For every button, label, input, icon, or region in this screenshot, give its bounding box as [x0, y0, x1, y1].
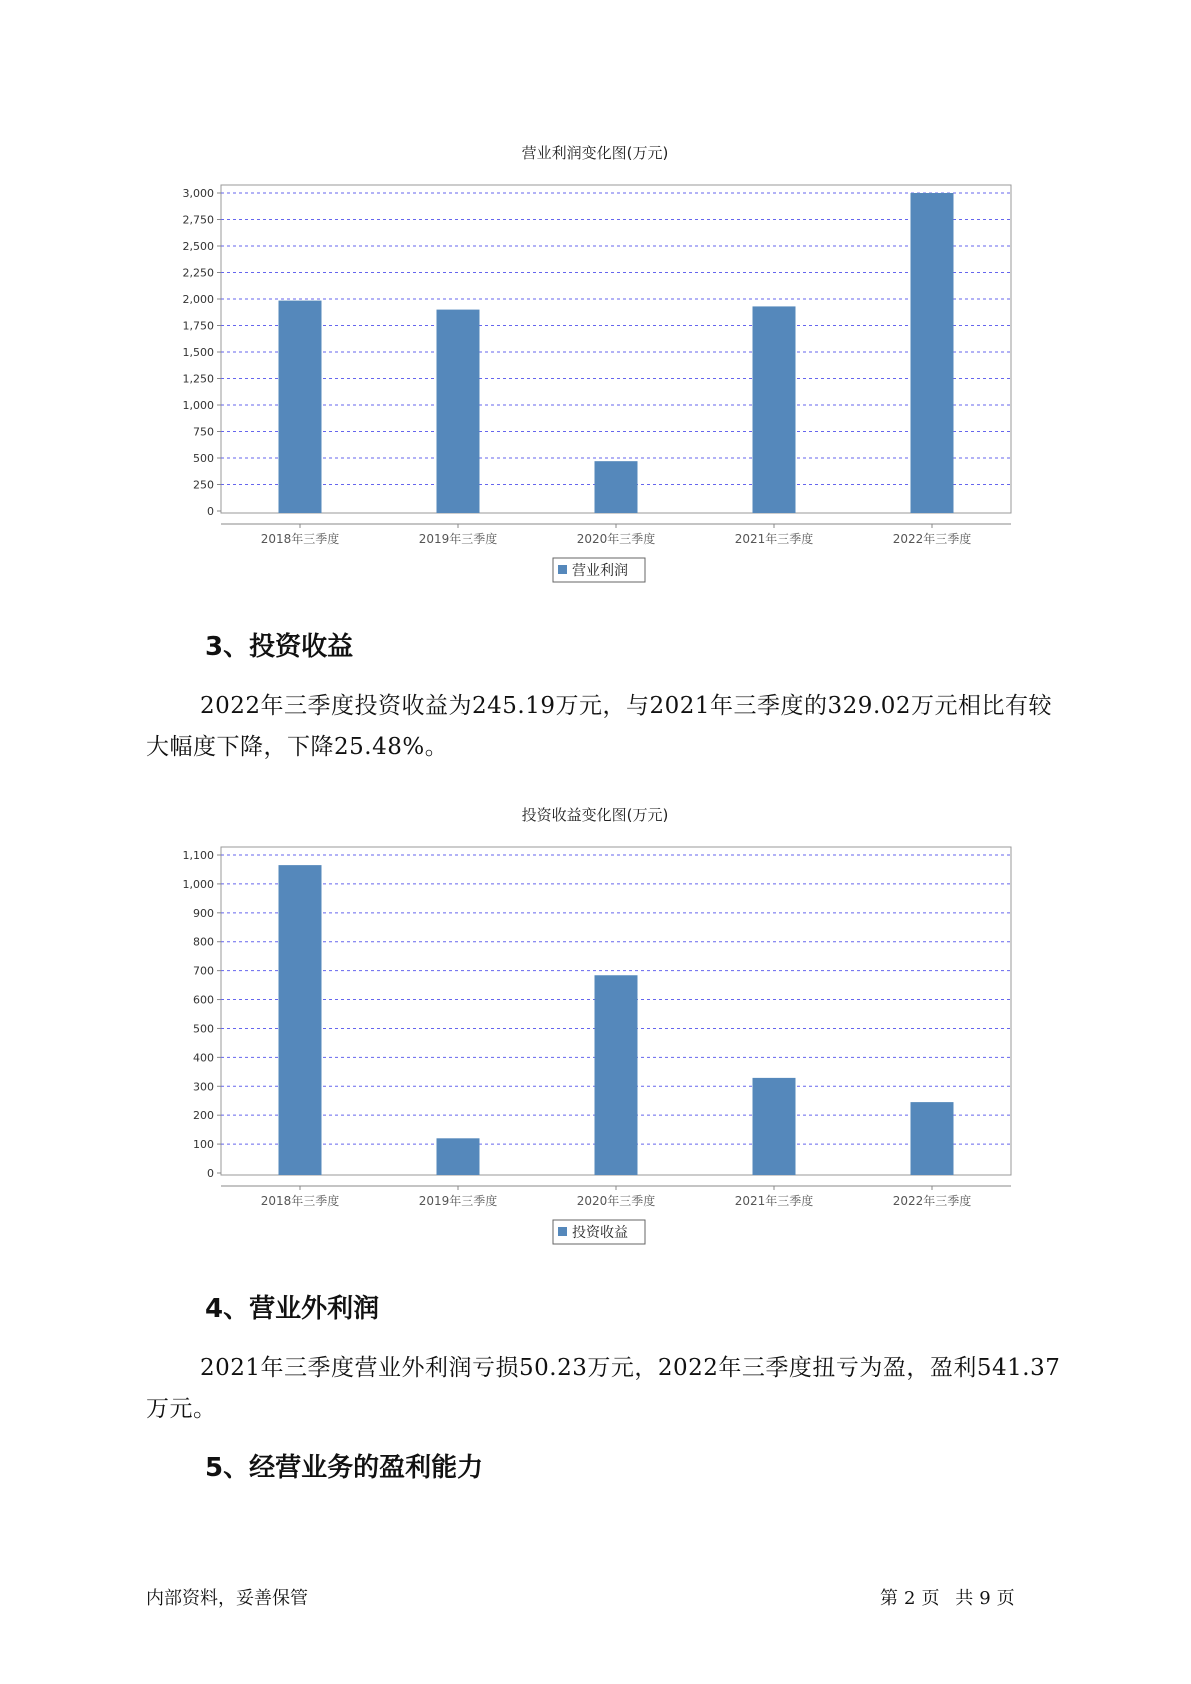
- y-tick-label: 400: [193, 1051, 214, 1065]
- y-tick-label: 600: [193, 993, 214, 1007]
- y-tick-label: 0: [207, 1167, 214, 1180]
- bar: [437, 1138, 480, 1175]
- x-tick-label: 2018年三季度: [260, 1194, 340, 1208]
- y-tick-label: 700: [193, 964, 214, 978]
- y-tick-label: 900: [193, 906, 214, 920]
- legend-swatch: [558, 565, 567, 574]
- bar: [595, 975, 638, 1175]
- y-tick-label: 500: [193, 452, 214, 465]
- footer-confidential-note: 内部资料，妥善保管: [146, 1588, 308, 1609]
- operating-profit-chart: [0, 140, 1191, 600]
- bar: [279, 301, 322, 513]
- section-4-heading: 4、营业外利润: [205, 1294, 380, 1324]
- investment-income-chart: [0, 802, 1191, 1262]
- x-tick-label: 2022年三季度: [892, 532, 972, 546]
- y-tick-label: 200: [193, 1109, 214, 1123]
- x-tick-label: 2018年三季度: [260, 532, 340, 546]
- legend-swatch: [558, 1227, 567, 1236]
- x-tick-label: 2019年三季度: [418, 1194, 498, 1208]
- footer-total-suffix: 页: [996, 1588, 1015, 1609]
- investment-income-chart-svg: [0, 802, 1191, 1262]
- footer-total-number: 9: [979, 1588, 991, 1609]
- bar: [911, 193, 954, 513]
- y-tick-label: 1,250: [182, 372, 214, 386]
- y-tick-label: 2,500: [182, 240, 214, 253]
- y-tick-label: 1,500: [182, 346, 214, 359]
- x-tick-label: 2021年三季度: [734, 532, 814, 546]
- section-3-heading: 3、投资收益: [205, 632, 354, 662]
- x-tick-label: 2021年三季度: [734, 1194, 814, 1208]
- y-tick-label: 750: [193, 425, 214, 439]
- y-tick-label: 1,100: [182, 849, 214, 862]
- section-3-paragraph: 2022年三季度投资收益为245.19万元，与2021年三季度的329.02万元相比有较大幅度下降，下降25.48%。: [146, 693, 1053, 760]
- y-tick-label: 2,000: [182, 293, 214, 306]
- y-tick-label: 3,000: [182, 187, 214, 200]
- footer-page-info: [880, 1584, 1021, 1610]
- legend-label: 营业利润: [572, 563, 628, 579]
- x-tick-label: 2020年三季度: [576, 532, 656, 546]
- operating-profit-chart-svg: [0, 140, 1191, 600]
- footer-page-prefix: 第: [880, 1588, 898, 1609]
- bar: [437, 310, 480, 513]
- y-tick-label: 1,000: [182, 877, 214, 891]
- y-tick-label: 250: [193, 478, 214, 492]
- section-4-paragraph: 2021年三季度营业外利润亏损50.23万元，2022年三季度扭亏为盈，盈利541.37万元。: [146, 1355, 1061, 1422]
- y-tick-label: 2,750: [182, 213, 214, 227]
- x-tick-label: 2022年三季度: [892, 1194, 972, 1208]
- footer-page-mid: 页: [921, 1588, 940, 1609]
- chart-title: 营业利润变化图(万元): [521, 144, 669, 162]
- x-tick-label: 2020年三季度: [576, 1194, 656, 1208]
- chart-title: 投资收益变化图(万元): [521, 806, 669, 824]
- y-tick-label: 2,250: [182, 266, 214, 280]
- bar: [753, 306, 796, 513]
- y-tick-label: 1,750: [182, 319, 214, 333]
- y-tick-label: 100: [193, 1138, 214, 1152]
- bar: [753, 1078, 796, 1175]
- legend-label: 投资收益: [572, 1225, 628, 1241]
- section-5-heading: 5、经营业务的盈利能力: [205, 1453, 484, 1483]
- footer-total-prefix: 共: [955, 1588, 974, 1609]
- y-tick-label: 300: [193, 1080, 214, 1094]
- footer-page-number: 2: [904, 1588, 916, 1609]
- bar: [911, 1102, 954, 1175]
- y-tick-label: 0: [207, 505, 214, 518]
- bar: [279, 865, 322, 1175]
- y-tick-label: 1,000: [182, 399, 214, 412]
- y-tick-label: 500: [193, 1022, 214, 1036]
- x-tick-label: 2019年三季度: [418, 532, 498, 546]
- y-tick-label: 800: [193, 935, 214, 949]
- bar: [595, 461, 638, 513]
